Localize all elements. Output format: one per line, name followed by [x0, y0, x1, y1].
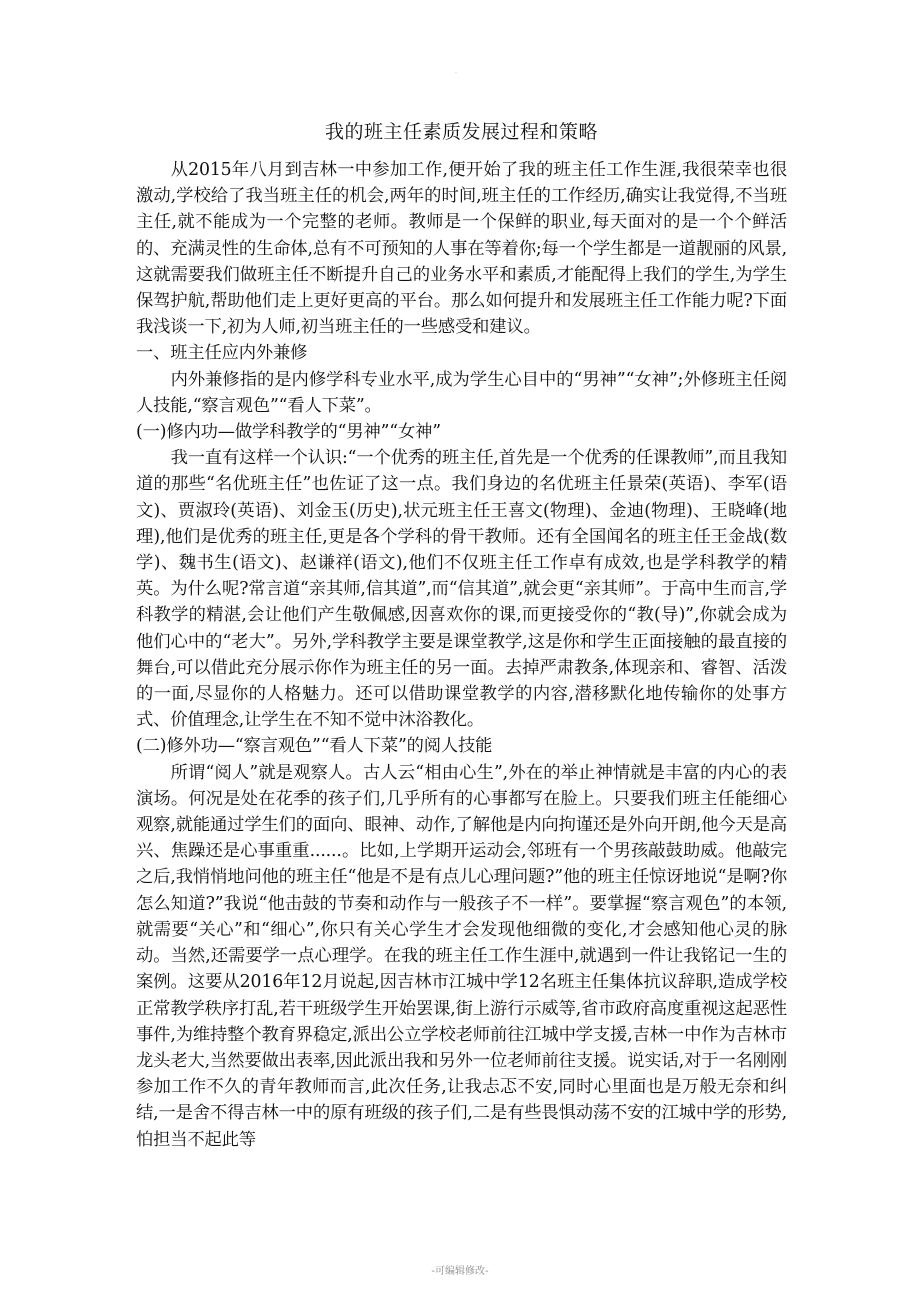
page-footer: -可编辑修改-: [431, 1266, 489, 1277]
paragraph-intro: 从2015年八月到吉林一中参加工作,便开始了我的班主任工作生涯,我很荣幸也很激动,学校给了我当班主任的机会,两年的时间,班主任的工作经历,确实让我觉得,不当班主任,就不能成为一个完整的老师。教师是一个保鲜的职业,每天面对的是一个个鲜活的、充满灵性的生命体,总有不可预知的人事在等着你;每一个学生都是一道靓丽的风景,这就需要我们做班主任不断提升自己的业务水平和素质,才能配得上我们的学生,为学生保驾护航,帮助他们走上更好更高的平台。那么如何提升和发展班主任工作能力呢?下面我浅谈一下,初为人师,初当班主任的一些感受和建议。: [136, 160, 787, 338]
page-header-mark: ·: [455, 70, 457, 77]
subsection-heading-2: (二)修外功—“察言观色”“看人下菜”的阅人技能: [136, 736, 493, 757]
paragraph-subsection-1: 我一直有这样一个认识:“一个优秀的班主任,首先是一个优秀的任课教师”,而且我知道的那些“名优班主任”也佐证了这一点。我们身边的名优班主任景荣(英语)、李军(语文)、贾淑玲(英语)、刘金玉(历史),状元班主任王喜文(物理)、金迪(物理)、王晓峰(地理),他们是优秀的班主任,更是各个学科的骨干教师。还有全国闻名的班主任王金战(数学)、魏书生(语文)、赵谦祥(语文),他们不仅班主任工作卓有成效,也是学科教学的精英。为什么呢?常言道“亲其师,信其道”,而“信其道”,就会更“亲其师”。于高中生而言,学科教学的精湛,会让他们产生敬佩感,因喜欢你的课,而更接受你的“教(导)”,你就会成为他们心中的“老大”。另外,学科教学主要是课堂教学,这是你和学生正面接触的最直接的舞台,可以借此充分展示你作为班主任的另一面。去掉严肃教条,体现亲和、睿智、活泼的一面,尽显你的人格魅力。还可以借助课堂教学的内容,潜移默化地传输你的处事方式、价值理念,让学生在不知不觉中沐浴教化。: [136, 448, 787, 731]
document-title: 我的班主任素质发展过程和策略: [324, 121, 598, 143]
paragraph-subsection-2: 所谓“阅人”就是观察人。古人云“相由心生”,外在的举止神情就是丰富的内心的表演场。何况是处在花季的孩子们,几乎所有的心事都写在脸上。只要我们班主任能细心观察,就能通过学生们的面向、眼神、动作,了解他是内向拘谨还是外向开朗,他今天是高兴、焦躁还是心事重重......。比如,上学期开运动会,邻班有一个男孩敲鼓助威。他敲完之后,我悄悄地问他的班主任“他是不是有点儿心理问题?”他的班主任惊讶地说“是啊?你怎么知道?”我说“他击鼓的节奏和动作与一般孩子不一样”。要掌握“察言观色”的本领,就需要“关心”和“细心”,你只有关心学生才会发现他细微的变化,才会感知他心灵的脉动。当然,还需要学一点心理学。在我的班主任工作生涯中,就遇到一件让我铭记一生的案例。这要从2016年12月说起,因吉林市江城中学12名班主任集体抗议辞职,造成学校正常教学秩序打乱,若干班级学生开始罢课,街上游行示威等,省市政府高度重视这起恶性事件,为维持整个教育界稳定,派出公立学校老师前往江城中学支援,吉林一中作为吉林市龙头老大,当然要做出表率,因此派出我和另外一位老师前往支援。说实话,对于一名刚刚参加工作不久的青年教师而言,此次任务,让我忐忑不安,同时心里面也是万般无奈和纠结,一是舍不得吉林一中的原有班级的孩子们,二是有些畏惧动荡不安的江城中学的形势,怕担当不起此等: [136, 762, 787, 1150]
section-heading-1: 一、班主任应内外兼修: [136, 343, 308, 364]
subsection-heading-1: (一)修内功—做学科教学的“男神”“女神”: [136, 422, 441, 443]
paragraph-section-1: 内外兼修指的是内修学科专业水平,成为学生心目中的“男神”“女神”;外修班主任阅人技能,“察言观色”“看人下菜”。: [136, 369, 787, 416]
document-body: [136, 157, 787, 1153]
document-page: [136, 0, 787, 1302]
